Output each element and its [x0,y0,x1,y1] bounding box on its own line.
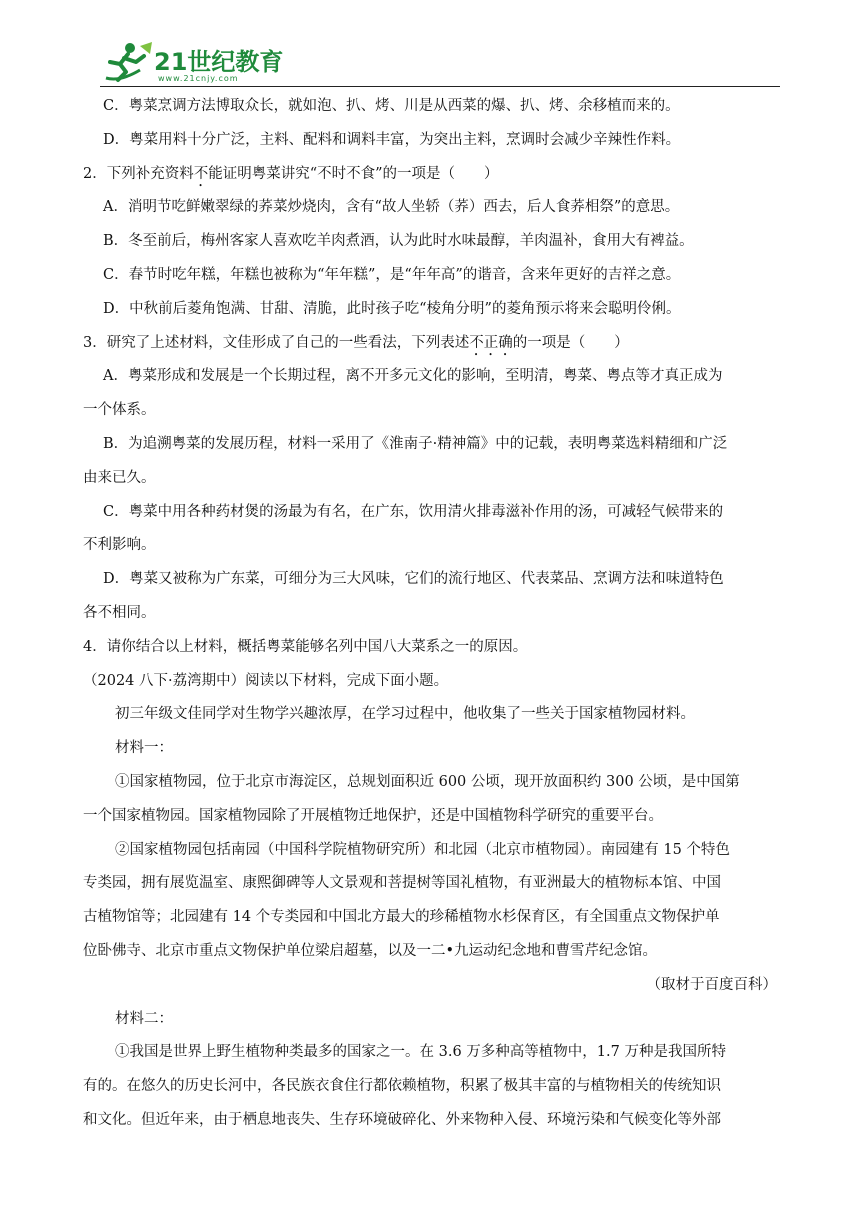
text-line: 4．请你结合以上材料，概括粤菜能够名列中国八大菜系之一的原因。 [83,638,528,655]
text-line: 有的。在悠久的历史长河中，各民族衣食住行都依赖植物，积累了极其丰富的与植物相关的传统知识 [83,1078,721,1095]
text-line: （取材于百度百科） [646,976,777,993]
text-line: 一个国家植物园。国家植物园除了开展植物迁地保护，还是中国植物科学研究的重要平台。 [83,807,663,824]
text-line: B．为追溯粤菜的发展历程，材料一采用了《淮南子·精神篇》中的记载，表明粤菜选料精细和广泛 [103,435,728,452]
page-header [100,38,780,88]
text-line: 不利影响。 [83,537,156,554]
text-line: 初三年级文佳同学对生物学兴趣浓厚，在学习过程中，他收集了一些关于国家植物园材料。 [115,706,695,723]
emphasis-text: 不正确 [469,334,513,351]
text-line: D．粤菜又被称为广东菜，可细分为三大风味，它们的流行地区、代表菜品、烹调方法和味道特色 [103,571,724,588]
text-line: ①国家植物园，位于北京市海淀区，总规划面积近 600 公顷，现开放面积约 300 公顷，是中国第 [115,773,740,790]
text-line: D．中秋前后菱角饱满、甘甜、清脆，此时孩子吃“棱角分明”的菱角预示将来会聪明伶俐。 [103,300,681,317]
text-line: 材料一： [115,740,173,757]
text-line: C．粤菜烹调方法博取众长，就如泡、扒、烤、川是从西菜的爆、扒、烤、余移植而来的。 [103,98,680,114]
document-body [83,90,783,1138]
text-line: B．冬至前后，梅州客家人喜欢吃羊肉煮酒，认为此时水味最醇，羊肉温补，食用大有裨益。 [103,233,694,250]
emphasis-text: 不 [193,165,209,182]
text-line: 专类园，拥有展览温室、康熙御碑等人文景观和菩提树等国礼植物，有亚洲最大的植物标本馆、中国 [83,875,721,892]
text-line: ②国家植物园包括南园（中国科学院植物研究所）和北园（北京市植物园）。南园建有 15 个特色 [115,841,730,858]
text-line: 古植物馆等；北园建有 14 个专类园和中国北方最大的珍稀植物水杉保育区，有全国重点文物保护单 [83,909,720,926]
logo-text: 21世纪教育 [154,48,284,76]
text-segment: 能证明粤菜讲究“不时不食”的一项是（ ） [208,165,499,182]
text-line: 由来已久。 [83,469,156,486]
runner-logo-icon [100,40,156,84]
text-line: A．消明节吃鲜嫩翠绿的荞菜炒烧肉，含有“故人坐轿（荞）西去，后人食荞相祭”的意思。 [103,199,680,216]
text-line: 各不相同。 [83,604,156,621]
logo-url: www.21cnjy.com [158,74,239,83]
text-line: 位卧佛寺、北京市重点文物保护单位梁启超墓，以及一二•九运动纪念地和曹雪芹纪念馆。 [83,942,658,959]
text-line: C．粤菜中用各种药材煲的汤最为有名，在广东，饮用清火排毒滋补作用的汤，可减轻气候带来的 [103,503,724,520]
text-line [83,158,783,192]
header-divider [100,86,780,87]
text-line: 和文化。但近年来，由于栖息地丧失、生存环境破碎化、外来物种入侵、环境污染和气候变化等外部 [83,1111,721,1128]
text-line: 一个体系。 [83,402,156,419]
text-line: ①我国是世界上野生植物种类最多的国家之一。在 3.6 万多种高等植物中，1.7 万种是我国所特 [115,1044,726,1061]
text-segment: 3．研究了上述材料，文佳形成了自己的一些看法，下列表述 [83,334,470,351]
text-line [83,327,783,361]
text-line: 材料二： [115,1010,173,1027]
text-segment: 的一项是（ ） [512,334,629,351]
text-line: C．春节时吃年糕，年糕也被称为“年年糕”，是“年年高”的谐音，含来年更好的吉祥之意。 [103,266,681,283]
text-line: （2024 八下·荔湾期中）阅读以下材料，完成下面小题。 [83,672,449,689]
text-line: A．粤菜形成和发展是一个长期过程，离不开多元文化的影响，至明清，粤菜、粤点等才真正成为 [103,368,723,385]
text-segment: 2．下列补充资料 [83,165,194,182]
text-line: D．粤菜用料十分广泛，主料、配料和调料丰富，为突出主料，烹调时会减少辛辣性作料。 [103,131,681,148]
